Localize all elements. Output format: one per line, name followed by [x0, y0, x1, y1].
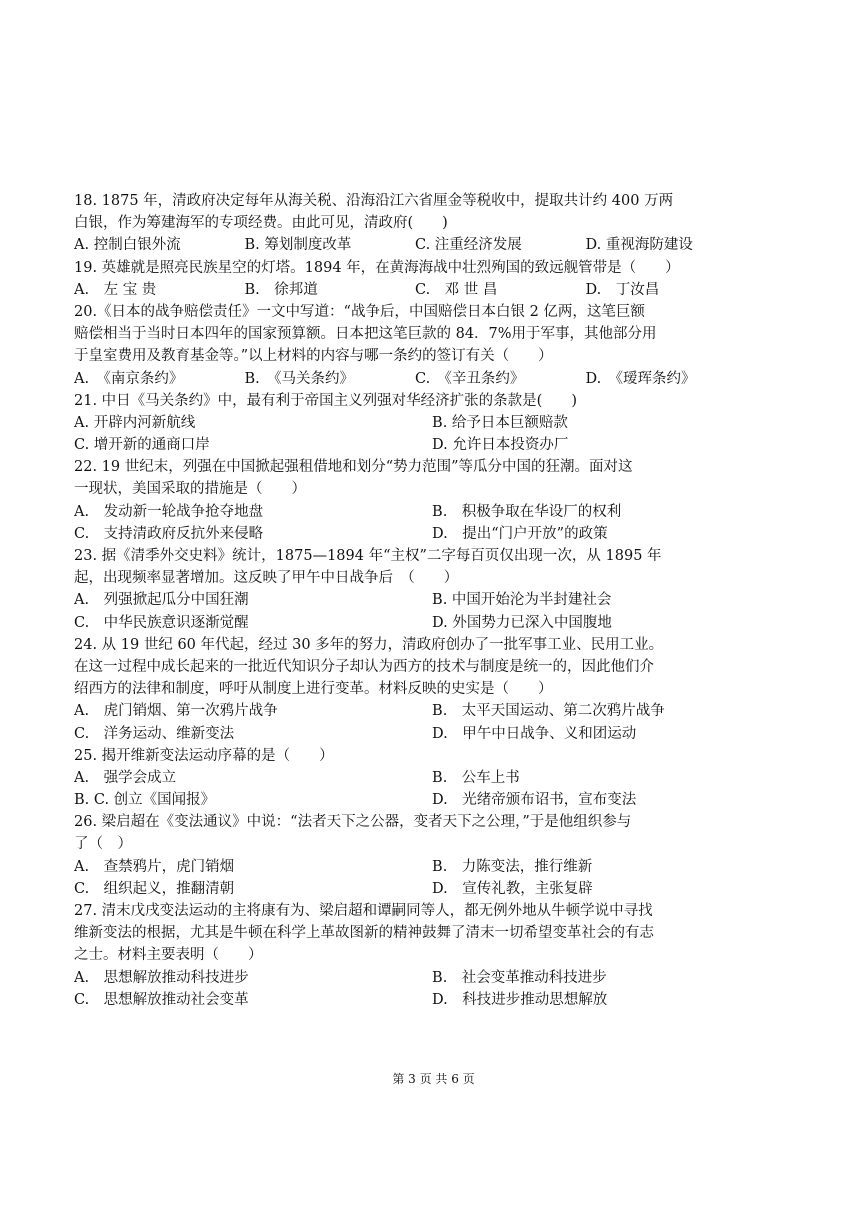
option-a: A. 强学会成立 [74, 769, 177, 786]
option-d: D. 光绪帝颁布诏书，宣布变法 [432, 792, 637, 809]
option-c: C. 支持清政府反抗外来侵略 [74, 525, 264, 542]
option-c: C. 《辛丑条约》 [415, 370, 525, 387]
options-row [74, 412, 756, 434]
question-text: 白银，作为筹建海军的专项经费。由此可见，清政府( ) [74, 215, 448, 232]
option-c: C. 洋务运动、维新变法 [74, 725, 235, 742]
option-c: C. 中华民族意识逐渐觉醒 [74, 614, 249, 631]
option-d: D. 宣传礼教，主张复辟 [432, 880, 593, 897]
options-row [74, 523, 756, 545]
option-d: D. 《瑷珲条约》 [585, 370, 696, 387]
options-row [74, 279, 756, 301]
question-text: 之士。材料主要表明（ ） [74, 947, 263, 964]
question-text: 了（ ） [74, 836, 132, 853]
options-row [74, 989, 756, 1011]
options-row [74, 723, 756, 745]
question-text: 起，出现频率显著增加。这反映了甲午中日战争后 （ ） [74, 570, 459, 587]
options-row [74, 234, 756, 256]
option-d: D. 允许日本投资办厂 [432, 437, 569, 454]
question-text: 在这一过程中成长起来的一批近代知识分子却认为西方的技术与制度是统一的，因此他们介 [74, 658, 654, 675]
option-a: A. 虎门销烟、第一次鸦片战争 [74, 703, 278, 720]
options-row [74, 434, 756, 456]
question-text: 26. 梁启超在《变法通议》中说：“法者天下之公器，变者天下之公理，”于是他组织参与 [74, 814, 632, 831]
options-row [74, 368, 756, 390]
option-d: D. 丁汝昌 [585, 281, 660, 298]
options-row [74, 589, 756, 611]
question-26 [74, 811, 756, 900]
option-a: A. 左 宝 贵 [74, 281, 157, 298]
question-text: 23. 据《清季外交史料》统计，1875—1894 年“主权”二字每百页仅出现一次，从 1895 年 [74, 548, 662, 564]
option-b: B. 太平天国运动、第二次鸦片战争 [432, 703, 665, 720]
question-text: 24. 从 19 世纪 60 年代起，经过 30 多年的努力，清政府创办了一批军事工业、民用工业。 [74, 636, 664, 653]
question-22 [74, 456, 756, 545]
option-b: B. 力陈变法，推行维新 [432, 858, 593, 875]
option-b: B. 《马关条约》 [244, 370, 355, 387]
options-row [74, 700, 756, 722]
option-c: C. 组织起义，推翻清朝 [74, 880, 235, 897]
question-text: 一现状，美国采取的措施是（ ） [74, 481, 306, 498]
option-b: B. 徐邦道 [244, 281, 318, 298]
question-20 [74, 301, 756, 390]
option-b: B. 筹划制度改革 [244, 237, 352, 254]
options-row [74, 767, 756, 789]
question-text: 25. 揭开维新变法运动序幕的是（ ） [74, 747, 334, 764]
option-b: B. 中国开始沦为半封建社会 [432, 592, 612, 609]
option-c: C. 思想解放推动社会变革 [74, 991, 249, 1008]
question-text: 19. 英雄就是照亮民族星空的灯塔。1894 年，在黄海海战中壮烈殉国的致远舰管带是（ ） [74, 259, 680, 276]
question-24 [74, 634, 756, 745]
question-text: 27. 清末戊戌变法运动的主将康有为、梁启超和谭嗣同等人，都无例外地从牛顿学说中寻找 [74, 903, 653, 919]
option-a: A. 发动新一轮战争抢夺地盘 [74, 503, 264, 520]
option-c: C. 增开新的通商口岸 [74, 437, 210, 454]
option-a: A. 《南京条约》 [74, 370, 184, 387]
option-c: C. 注重经济发展 [415, 237, 522, 254]
options-row [74, 856, 756, 878]
option-a: A. 思想解放推动科技进步 [74, 969, 249, 986]
question-text: 于皇室费用及教育基金等。”以上材料的内容与哪一条约的签订有关（ ） [74, 348, 553, 365]
option-b: B. 公车上书 [432, 769, 520, 786]
page-footer: 第 3 页 共 6 页 [392, 1072, 475, 1086]
question-23 [74, 545, 756, 634]
option-a: A. 控制白银外流 [74, 237, 181, 254]
question-18 [74, 190, 756, 257]
question-21 [74, 390, 756, 457]
question-text: 20.《日本的战争赔偿责任》一文中写道：“战争后，中国赔偿日本白银 2 亿两，这笔巨额 [74, 303, 645, 320]
options-row [74, 501, 756, 523]
options-row [74, 789, 756, 811]
option-b: B. 给予日本巨额赔款 [432, 414, 568, 431]
exam-content [74, 190, 756, 1011]
option-c: B. C. 创立《国闻报》 [74, 792, 216, 809]
option-d: D. 提出“门户开放”的政策 [432, 525, 608, 542]
question-25 [74, 745, 756, 812]
question-text: 维新变法的根据，尤其是牛顿在科学上革故图新的精神鼓舞了清末一切希望变革社会的有志 [74, 925, 654, 942]
option-d: D. 外国势力已深入中国腹地 [432, 614, 612, 631]
option-c: C. 邓 世 昌 [415, 281, 498, 298]
question-27 [74, 900, 756, 1011]
options-row [74, 967, 756, 989]
option-a: A. 列强掀起瓜分中国狂潮 [74, 592, 249, 609]
question-text: 绍西方的法律和制度，呼吁从制度上进行变革。材料反映的史实是（ ） [74, 681, 553, 698]
options-row [74, 612, 756, 634]
question-text: 赔偿相当于当时日本四年的国家预算额。日本把这笔巨款的 84．7%用于军事，其他部分用 [74, 326, 657, 343]
question-text: 22. 19 世纪末，列强在中国掀起强租借地和划分“势力范围”等瓜分中国的狂潮。面对这 [74, 459, 633, 476]
option-d: D. 科技进步推动思想解放 [432, 991, 608, 1008]
question-19 [74, 257, 756, 301]
question-text: 21. 中日《马关条约》中，最有利于帝国主义列强对华经济扩张的条款是( ) [74, 392, 577, 409]
option-b: B. 积极争取在华设厂的权利 [432, 503, 622, 520]
option-b: B. 社会变革推动科技进步 [432, 969, 607, 986]
option-d: D. 甲午中日战争、义和团运动 [432, 725, 637, 742]
options-row [74, 878, 756, 900]
option-a: A. 查禁鸦片，虎门销烟 [74, 858, 235, 875]
option-d: D. 重视海防建设 [585, 237, 693, 254]
question-text: 18. 1875 年，清政府决定每年从海关税、沿海沿江六省厘金等税收中，提取共计约 400 万两 [74, 193, 674, 209]
option-a: A. 开辟内河新航线 [74, 414, 196, 431]
